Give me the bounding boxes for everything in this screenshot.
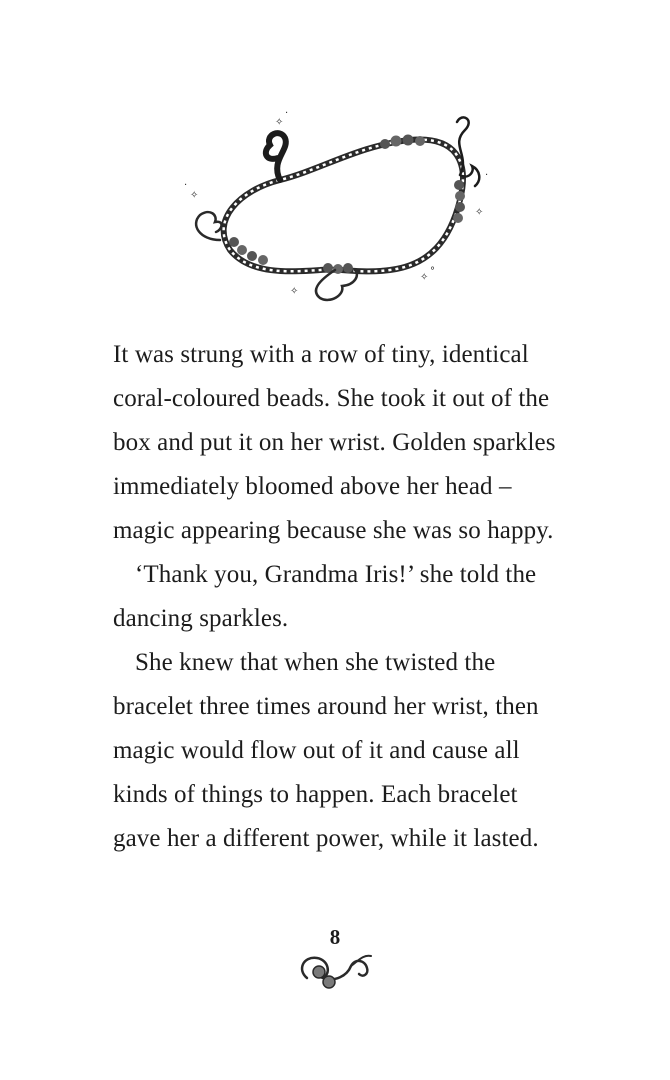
svg-text:✧: ✧ <box>290 286 299 297</box>
coral-bead-bracelet-icon <box>170 100 510 310</box>
svg-text:✧: ✧ <box>420 272 429 283</box>
text-line: It was strung with a row of tiny, identical <box>113 341 529 368</box>
paragraph-1 <box>113 333 633 553</box>
text-line: dancing sparkles. <box>113 605 289 632</box>
text-line: gave her a different power, while it lasted. <box>113 825 539 852</box>
text-line: She knew that when she twisted the <box>135 649 496 676</box>
page-number: 8 <box>329 925 341 949</box>
text-line: box and put it on her wrist. Golden sparkles <box>113 429 556 456</box>
svg-text:·: · <box>485 170 489 181</box>
text-line: immediately bloomed above her head – <box>113 473 512 500</box>
svg-text:✧: ✧ <box>190 190 199 201</box>
text-line: ‘Thank you, Grandma Iris!’ she told the <box>135 561 537 588</box>
text-line: kinds of things to happen. Each bracelet <box>113 781 518 808</box>
story-text <box>113 333 633 861</box>
paragraph-2 <box>113 553 633 641</box>
bracelet-illustration <box>170 100 510 310</box>
svg-text:°: ° <box>430 266 435 277</box>
footer-ornament <box>293 948 377 996</box>
text-line: magic appearing because she was so happy. <box>113 517 554 544</box>
bead-swirl-ornament-icon <box>293 948 377 996</box>
paragraph-3 <box>113 641 633 861</box>
text-line: coral-coloured beads. She took it out of the <box>113 385 550 412</box>
text-line: bracelet three times around her wrist, then <box>113 693 539 720</box>
svg-text:✧: ✧ <box>275 117 284 128</box>
text-line: magic would flow out of it and cause all <box>113 737 520 764</box>
svg-text:✧: ✧ <box>475 207 484 218</box>
svg-text:·: · <box>285 108 289 119</box>
svg-text:·: · <box>184 180 188 191</box>
